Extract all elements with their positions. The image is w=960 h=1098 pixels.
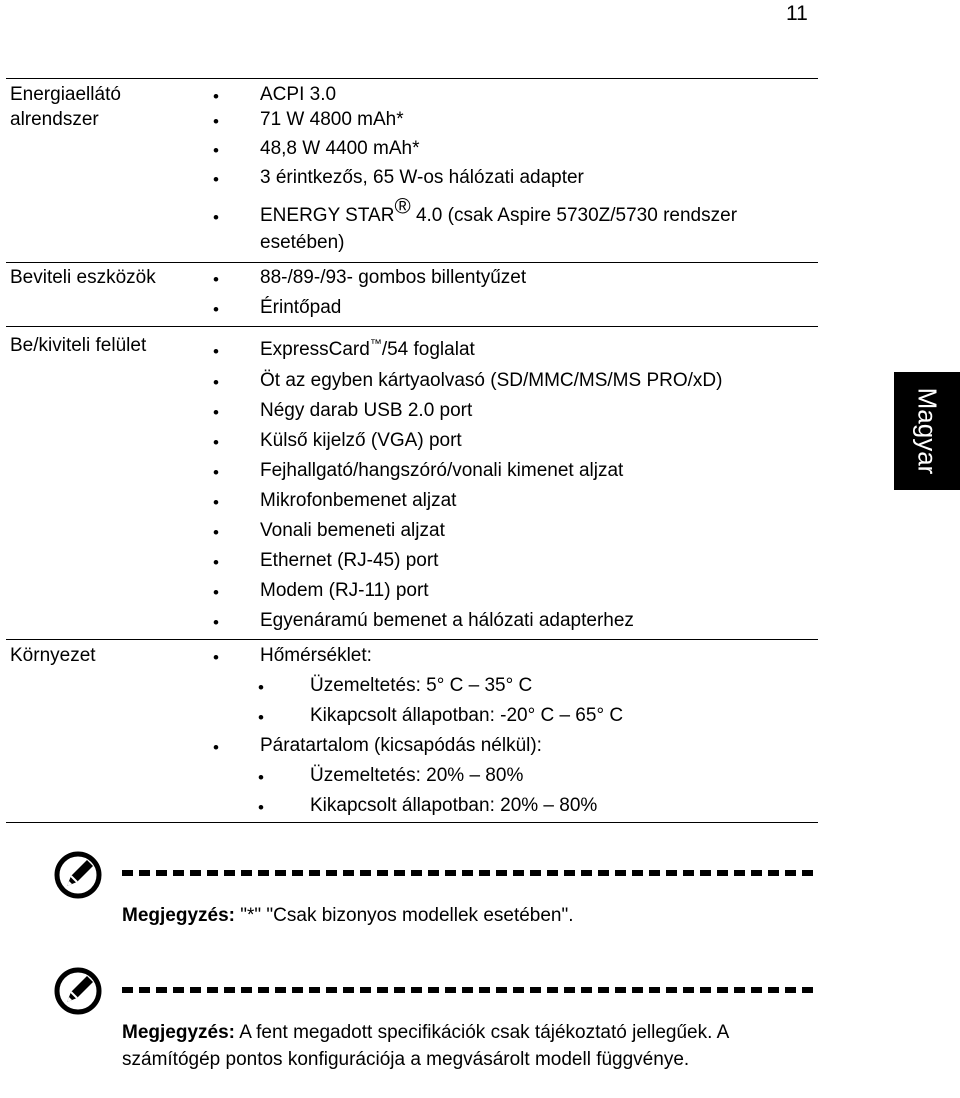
note-body: "*" "Csak bizonyos modellek esetében". [234, 905, 574, 926]
bullet: • [213, 170, 219, 189]
io-item: Külső kijelző (VGA) port [260, 430, 462, 451]
note-divider [122, 987, 816, 993]
bullet: • [213, 112, 219, 131]
environment-label: Környezet [10, 645, 96, 666]
temperature-item: Üzemeltetés: 5° C – 35° C [310, 675, 533, 696]
bullet: • [213, 403, 219, 422]
side-tab-label: Magyar [912, 387, 943, 475]
io-label: Be/kiviteli felület [10, 335, 147, 356]
page-number: 11 [786, 2, 808, 25]
humidity-heading: Páratartalom (kicsapódás nélkül): [260, 735, 542, 756]
note-pencil-icon [53, 850, 103, 900]
expresscard-prefix: ExpressCard [260, 339, 370, 360]
bullet: • [213, 493, 219, 512]
io-item: Ethernet (RJ-45) port [260, 550, 439, 571]
expresscard-suffix: /54 foglalat [381, 339, 475, 360]
section-rule [6, 639, 818, 640]
energy-star-item [260, 193, 738, 229]
energy-star-suffix: 4.0 (csak Aspire 5730Z/5730 rendszer [410, 205, 738, 226]
registered-mark: ® [394, 193, 411, 219]
bullet: • [213, 523, 219, 542]
power-item: ACPI 3.0 [260, 84, 337, 105]
table-bottom-rule [6, 822, 818, 823]
energy-star-line2: esetében) [260, 232, 345, 253]
bullet: • [213, 433, 219, 452]
io-item: Öt az egyben kártyaolvasó (SD/MMC/MS/MS PRO/xD) [260, 370, 723, 391]
bullet: • [213, 463, 219, 482]
sub-bullet: • [258, 708, 264, 727]
bullet: • [213, 553, 219, 572]
energy-star-prefix: ENERGY STAR [260, 205, 395, 226]
trademark-mark: ™ [369, 336, 382, 351]
section-rule [6, 326, 818, 327]
power-label-line2: alrendszer [10, 109, 99, 130]
bullet: • [213, 583, 219, 602]
bullet: • [213, 270, 219, 289]
note-label: Megjegyzés: [122, 1022, 235, 1043]
io-item: Egyenáramú bemenet a hálózati adapterhez [260, 610, 634, 631]
section-rule [6, 262, 818, 263]
io-item: Négy darab USB 2.0 port [260, 400, 473, 421]
io-item: Fejhallgató/hangszóró/vonali kimenet aljzat [260, 460, 624, 481]
note-pencil-icon [53, 966, 103, 1016]
expresscard-item [260, 337, 475, 363]
bullet: • [213, 87, 219, 106]
temperature-heading: Hőmérséklet: [260, 645, 372, 666]
note-body: A fent megadott specifikációk csak tájékoztató jellegűek. A számítógép pontos konfigurációja a megvásárolt modell függvénye. [122, 1022, 729, 1070]
input-item: 88-/89-/93- gombos billentyűzet [260, 267, 527, 288]
language-side-tab [894, 372, 960, 490]
humidity-item: Üzemeltetés: 20% – 80% [310, 765, 524, 786]
temperature-item: Kikapcsolt állapotban: -20° C – 65° C [310, 705, 624, 726]
humidity-item: Kikapcsolt állapotban: 20% – 80% [310, 795, 598, 816]
bullet: • [213, 300, 219, 319]
power-label-line1: Energiaellátó [10, 84, 121, 105]
note-1 [122, 902, 802, 929]
io-item: Vonali bemeneti aljzat [260, 520, 445, 541]
note-divider [122, 870, 816, 876]
io-item: Modem (RJ-11) port [260, 580, 429, 601]
sub-bullet: • [258, 678, 264, 697]
table-top-rule [6, 78, 818, 79]
bullet: • [213, 342, 219, 361]
bullet: • [213, 373, 219, 392]
bullet: • [213, 141, 219, 160]
input-item: Érintőpad [260, 297, 342, 318]
power-item: 71 W 4800 mAh* [260, 109, 404, 130]
io-item: Mikrofonbemenet aljzat [260, 490, 457, 511]
bullet: • [213, 208, 219, 227]
note-2 [122, 1019, 802, 1073]
bullet: • [213, 738, 219, 757]
note-label: Megjegyzés: [122, 905, 235, 926]
sub-bullet: • [258, 768, 264, 787]
power-item: 3 érintkezős, 65 W-os hálózati adapter [260, 167, 584, 188]
bullet: • [213, 613, 219, 632]
sub-bullet: • [258, 798, 264, 817]
power-item: 48,8 W 4400 mAh* [260, 138, 420, 159]
bullet: • [213, 648, 219, 667]
input-label: Beviteli eszközök [10, 267, 156, 288]
